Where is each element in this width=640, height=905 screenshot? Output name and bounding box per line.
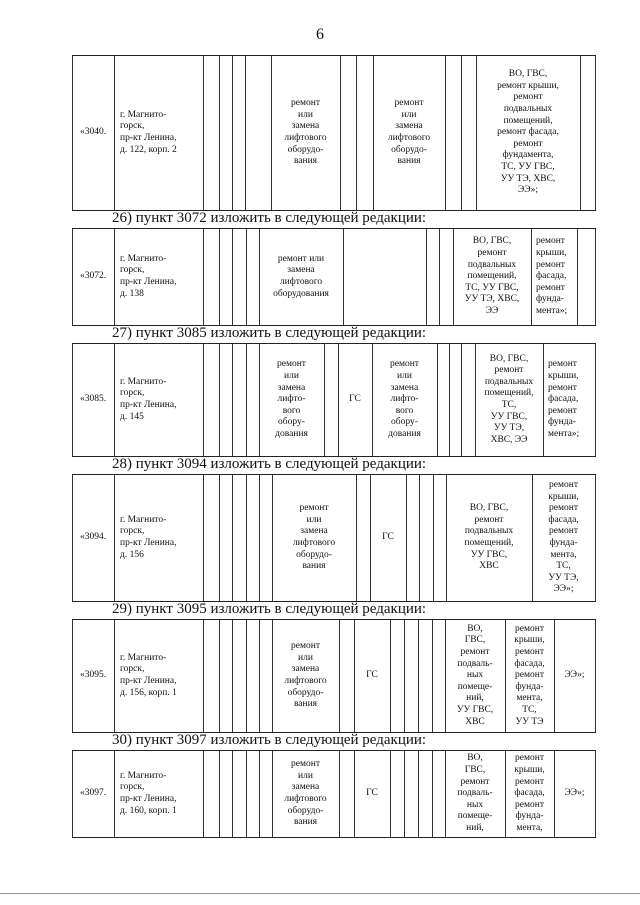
- work-type: ремонт или замена лифто- вого обору- дования: [275, 359, 308, 439]
- table-row: [72, 343, 596, 457]
- works-list: ВО, ГВС, ремонт подваль- ных помеще- ний, УУ ГВС, ХВС: [456, 623, 494, 727]
- row-number: «3094.: [79, 532, 107, 543]
- row-number: «3097.: [79, 788, 107, 799]
- address: г. Магнито- горск, пр-кт Ленина, д. 138: [120, 253, 177, 299]
- works-list: ремонт крыши, ремонт фасада, ремонт фунда- мента,: [514, 753, 545, 833]
- section-heading: 26) пункт 3072 изложить в следующей редакции:: [112, 210, 427, 226]
- table-row: [72, 55, 596, 211]
- address: г. Магнито- горск, пр-кт Ленина, д. 156, корп. 1: [120, 652, 177, 698]
- section-heading: 27) пункт 3085 изложить в следующей редакции:: [112, 325, 427, 341]
- row-number: «3072.: [79, 271, 107, 282]
- system-code: ГС: [366, 788, 378, 799]
- works-list: ВО, ГВС, ремонт крыши, ремонт подвальных помещений, ремонт фасада, ремонт фундамента, ТС, УУ ГВС, УУ ТЭ, ХВС, ЭЭ»;: [497, 69, 559, 196]
- table-row: [72, 228, 596, 326]
- works-list: ЭЭ»;: [564, 670, 585, 681]
- work-type: ремонт или замена лифтового оборудо- вания: [292, 503, 336, 572]
- address: г. Магнито- горск, пр-кт Ленина, д. 122, корп. 2: [120, 109, 177, 155]
- system-code: ГС: [366, 670, 378, 681]
- row-number: «3085.: [79, 394, 107, 405]
- system-code: ГС: [349, 394, 361, 405]
- works-list: ВО, ГВС, ремонт подвальных помещений, УУ ГВС, ХВС: [464, 503, 514, 572]
- work-type: ремонт или замена лифто- вого обору- дования: [388, 359, 421, 439]
- works-list: ремонт крыши, ремонт фасада, ремонт фунда- мента, ТС, УУ ТЭ: [514, 623, 545, 727]
- table-row: [72, 474, 596, 602]
- address: г. Магнито- горск, пр-кт Ленина, д. 156: [120, 514, 177, 560]
- table-row: [72, 619, 596, 733]
- system-code: ГС: [382, 532, 394, 543]
- table-row: [72, 750, 596, 838]
- works-list: ремонт крыши, ремонт фасада, ремонт фунда- мента»;: [548, 359, 580, 439]
- work-type: ремонт или замена лифтового оборудо- вания: [284, 98, 327, 167]
- works-list: ВО, ГВС, ремонт подвальных помещений, ТС, УУ ГВС, УУ ТЭ, ХВС, ЭЭ: [484, 353, 534, 445]
- works-list: ремонт крыши, ремонт фасада, ремонт фунда- мента»;: [536, 236, 568, 316]
- work-type: ремонт или замена лифтового оборудо- вания: [284, 759, 327, 828]
- section-heading: 28) пункт 3094 изложить в следующей редакции:: [112, 456, 427, 472]
- row-number: «3040.: [79, 127, 107, 138]
- section-heading: 30) пункт 3097 изложить в следующей редакции:: [112, 732, 427, 748]
- section-heading: 29) пункт 3095 изложить в следующей редакции:: [112, 601, 427, 617]
- work-type: ремонт или замена лифтового оборудо- вания: [387, 98, 431, 167]
- address: г. Магнито- горск, пр-кт Ленина, д. 145: [120, 376, 177, 422]
- works-list: ВО, ГВС, ремонт подваль- ных помеще- ний,: [457, 753, 493, 833]
- address: г. Магнито- горск, пр-кт Ленина, д. 160, корп. 1: [120, 770, 177, 816]
- works-list: ремонт крыши, ремонт фасада, ремонт фунда- мента, ТС, УУ ТЭ, ЭЭ»;: [548, 480, 579, 595]
- page-edge-line: [0, 893, 640, 894]
- works-list: ЭЭ»;: [564, 788, 585, 799]
- row-number: «3095.: [79, 670, 107, 681]
- page-number: 6: [316, 26, 324, 43]
- works-list: ВО, ГВС, ремонт подвальных помещений, ТС, УУ ГВС, УУ ТЭ, ХВС, ЭЭ: [464, 236, 520, 316]
- work-type: ремонт или замена лифтового оборудо- вания: [284, 641, 327, 710]
- work-type: ремонт или замена лифтового оборудования: [273, 253, 329, 299]
